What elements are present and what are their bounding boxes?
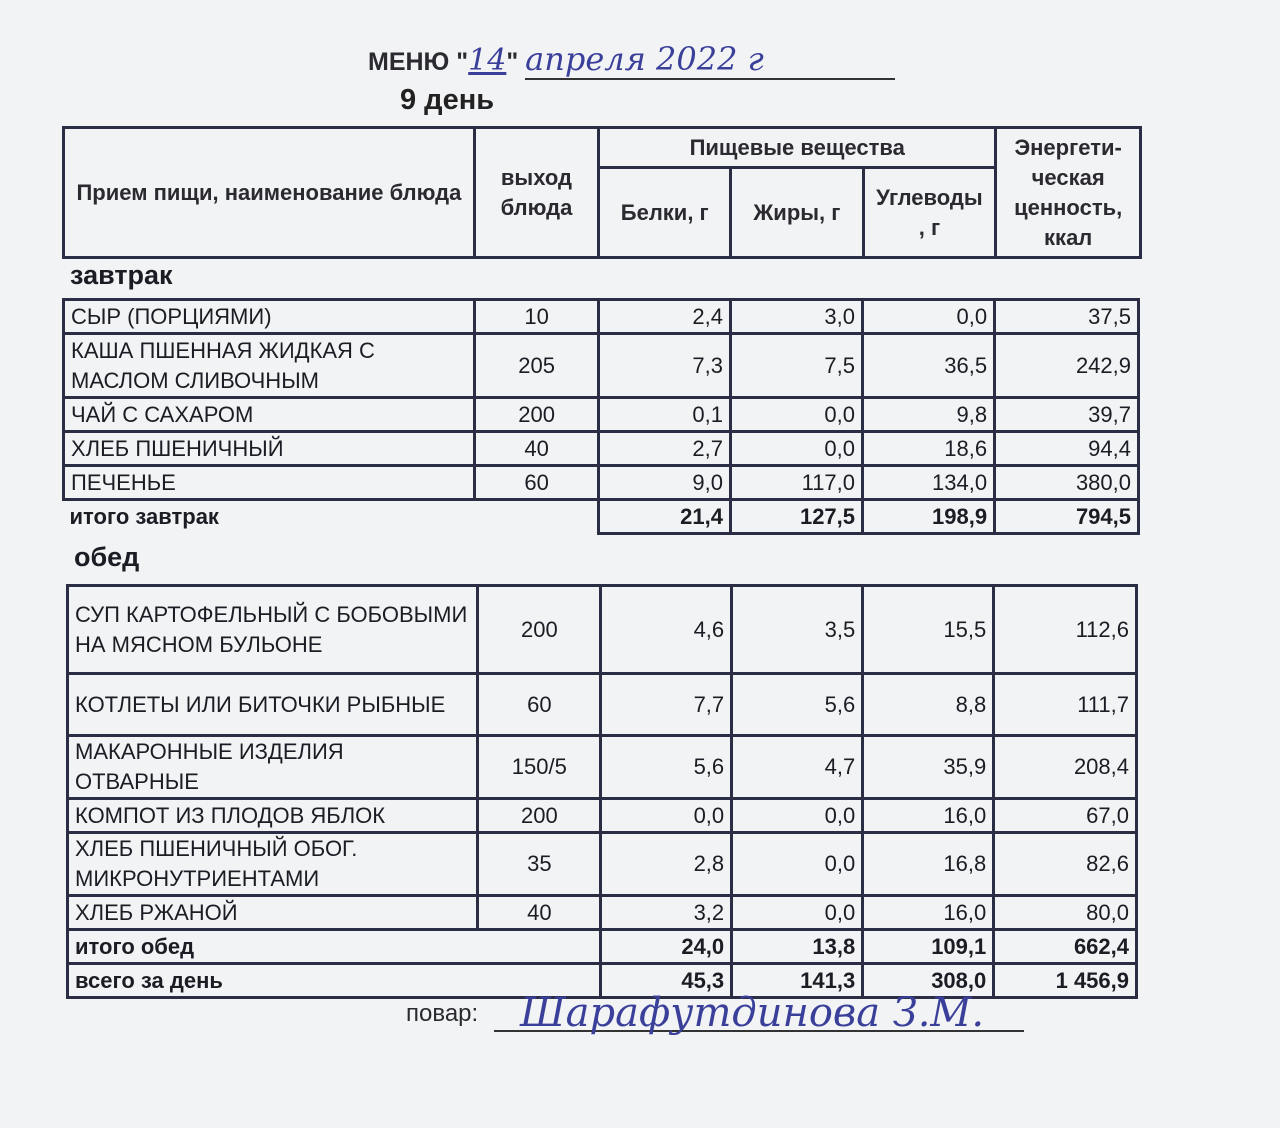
table-row: ХЛЕБ РЖАНОЙ 40 3,2 0,0 16,0 80,0 — [68, 896, 1137, 930]
col-fat: Жиры, г — [731, 168, 863, 258]
col-yield: выход блюда — [474, 128, 598, 258]
col-protein: Белки, г — [599, 168, 731, 258]
section-lunch: обед — [74, 542, 140, 572]
table-row: ЧАЙ С САХАРОМ 200 0,1 0,0 9,8 39,7 — [64, 398, 1139, 432]
table-row: ХЛЕБ ПШЕНИЧНЫЙ 40 2,7 0,0 18,6 94,4 — [64, 432, 1139, 466]
breakfast-total-row: итого завтрак 21,4 127,5 198,9 794,5 — [64, 500, 1139, 534]
table-row: МАКАРОННЫЕ ИЗДЕЛИЯ ОТВАРНЫЕ 150/5 5,6 4,7 35,9 208,4 — [68, 736, 1137, 799]
table-row: КОТЛЕТЫ ИЛИ БИТОЧКИ РЫБНЫЕ 60 7,7 5,6 8,8 111,7 — [68, 674, 1137, 736]
day-label: 9 день — [400, 84, 495, 116]
col-nutrients: Пищевые вещества — [599, 128, 996, 168]
table-row: ПЕЧЕНЬЕ 60 9,0 117,0 134,0 380,0 — [64, 466, 1139, 500]
date-day: 14 — [468, 43, 507, 78]
col-carbs: Углеводы , г — [863, 168, 996, 258]
lunch-table — [66, 584, 1138, 999]
section-breakfast: завтрак — [70, 260, 173, 290]
day-total-row: всего за день 45,3 141,3 308,0 1 456,9 — [68, 964, 1137, 998]
table-row: КОМПОТ ИЗ ПЛОДОВ ЯБЛОК 200 0,0 0,0 16,0 67,0 — [68, 799, 1137, 833]
col-dish: Прием пищи, наименование блюда — [64, 128, 475, 258]
date-month-year: апреля 2022 г — [525, 40, 895, 80]
table-row: СУП КАРТОФЕЛЬНЫЙ С БОБОВЫМИ НА МЯСНОМ БУЛЬОНЕ 200 4,6 3,5 15,5 112,6 — [68, 586, 1137, 674]
table-row: ХЛЕБ ПШЕНИЧНЫЙ ОБОГ. МИКРОНУТРИЕНТАМИ 35 2,8 0,0 16,8 82,6 — [68, 833, 1137, 896]
menu-label: МЕНЮ — [368, 48, 450, 76]
table-row: СЫР (ПОРЦИЯМИ) 10 2,4 3,0 0,0 37,5 — [64, 300, 1139, 334]
cook-signature: Шарафутдинова З.М. — [520, 990, 985, 1036]
table-row: КАША ПШЕННАЯ ЖИДКАЯ С МАСЛОМ СЛИВОЧНЫМ 205 7,3 7,5 36,5 242,9 — [64, 334, 1139, 398]
col-energy: Энергети- ческая ценность, ккал — [996, 128, 1141, 258]
header-table — [62, 126, 1142, 259]
breakfast-table — [62, 298, 1140, 535]
lunch-total-row: итого обед 24,0 13,8 109,1 662,4 — [68, 930, 1137, 964]
cook-label: повар: — [406, 1000, 479, 1027]
menu-title: МЕНЮ "14" апреля 2022 г — [368, 40, 895, 80]
